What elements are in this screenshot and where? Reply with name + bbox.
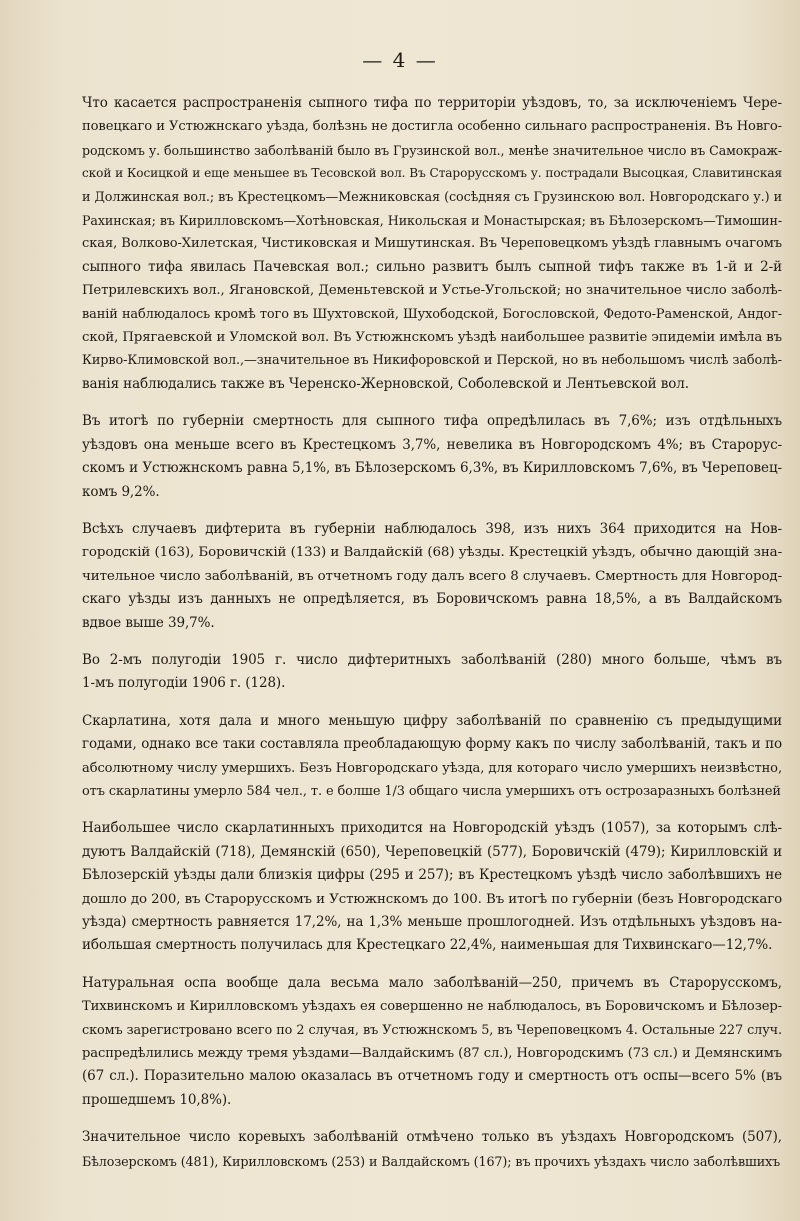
text-line: родскомъ у. большинство заболѣваній было въ Грузинской вол., менѣе значительное число въ Самокраж- [82,142,782,158]
text-line: Наибольшее число скарлатинныхъ приходится на Новгородскій уѣздъ (1057), за которымъ слѣ- [82,820,782,837]
text-line: (67 сл.). Поразительно малою оказалась въ отчетномъ году и смертность отъ оспы—всего 5% (въ [82,1068,782,1085]
text-line: Рахинская; въ Кирилловскомъ—Хотѣновская, Никольская и Монастырская; въ Бѣлозерскомъ—Тимошин- [82,213,782,229]
paragraph-diphtheria [82,518,782,635]
text-line: абсолютному числу умершихъ. Безъ Новгородскаго уѣзда, для котораго число умершихъ неизвѣстно, [82,760,782,776]
text-line: Натуральная оспа вообще дала весьма мало заболѣваній—250, причемъ въ Старорусскомъ, [82,974,782,991]
text-line: комъ 9,2%. [82,483,160,500]
text-line: вдвое выше 39,7%. [82,614,215,631]
text-line: ской, Прягаевской и Уломской вол. Въ Устюжнскомъ уѣздѣ наибольшее развитіе эпидеміи имѣла въ [82,330,782,346]
text-line: сыпного тифа явилась Пачевская вол.; сильно развитъ былъ сыпной тифъ также въ 1-й и 2-й [82,258,782,275]
text-line: скаго уѣзды изъ данныхъ не опредѣляется, въ Боровичскомъ равна 18,5%, а въ Валдайскомъ [82,591,782,608]
body-text [82,92,782,1187]
text-line: Во 2-мъ полугодіи 1905 г. число дифтеритныхъ заболѣваній (280) много больше, чѣмъ въ [82,651,782,668]
text-line: чительное число заболѣваній, въ отчетномъ году далъ всего 8 случаевъ. Смертность для Новгород- [82,568,782,584]
text-line: годами, однако все таки составляла преобладающую форму какъ по числу заболѣваній, такъ и по [82,736,782,753]
text-line: и Должинская вол.; въ Крестецкомъ—Межниковская (сосѣдняя съ Грузинскою вол. Новгородскаго у.) и [82,189,782,205]
text-line: Что касается распространенія сыпного тифа по территоріи уѣздовъ, то, за исключеніемъ Чере- [82,95,782,111]
text-line: Всѣхъ случаевъ дифтерита въ губерніи наблюдалось 398, изъ нихъ 364 приходится на Нов- [82,520,782,537]
text-line: ская, Волково-Хилетская, Чистиковская и Мишутинская. Въ Череповецкомъ уѣздѣ главнымъ очагомъ [82,236,782,252]
text-line: Петрилевскихъ вол., Ягановской, Деменьтевской и Устье-Угольской; но значительное число заболѣ- [82,283,782,299]
text-line: Скарлатина, хотя дала и много меньшую цифру заболѣваній по сравненію съ предыдущими [82,712,782,729]
text-line: отъ скарлатины умерло 584 чел., т. е болше 1/3 общаго числа умершихъ отъ острозаразныхъ болѣзней [82,783,781,799]
paragraph-measles [82,1126,782,1173]
paragraph-mortality [82,410,782,504]
text-line: дошло до 200, въ Старорусскомъ и Устюжнскомъ до 100. Въ итогѣ по губерніи (безъ Новгородскаго [82,891,782,907]
text-line: Значительное число коревыхъ заболѣваній отмѣчено только въ уѣздахъ Новгородскомъ (507), [82,1129,782,1146]
text-line: ваній наблюдалось кромѣ того въ Шухтовской, Шухободской, Богословской, Федото-Раменской, Андог- [82,306,782,322]
paragraph-diphtheria-halves [82,649,782,696]
text-line: уѣздовъ она меньше всего въ Крестецкомъ 3,7%, невелика въ Новгородскомъ 4%; въ Старорус- [82,436,782,453]
paragraph-smallpox [82,972,782,1112]
text-line: Кирво-Климовской вол.,—значительное въ Никифоровской и Перской, но въ небольшомъ числѣ заболѣ- [82,353,782,369]
text-line: ской и Косицкой и еще меньшее въ Тесовской вол. Въ Старорусскомъ у. пострадали Высоцкая, Славитинская [82,166,782,181]
page-number: — 4 — [362,48,438,72]
text-line: Бѣлозерскомъ (481), Кирилловскомъ (253) и Валдайскомъ (167); въ прочихъ уѣздахъ число заболѣвшихъ [82,1153,781,1169]
text-line: уѣзда) смертность равняется 17,2%, на 1,3% меньше прошлогодней. Изъ отдѣльныхъ уѣздовъ на- [82,914,782,930]
paragraph-typhus [82,92,782,396]
text-line: дуютъ Валдайскій (718), Демянскій (650), Череповецкій (577), Боровичскій (479); Кирилловскій и [82,843,782,860]
text-line: Тихвинскомъ и Кирилловскомъ уѣздахъ ея совершенно не наблюдалось, въ Боровичскомъ и Бѣлозер- [82,999,782,1015]
text-line: скомъ зарегистровано всего по 2 случая, въ Устюжнскомъ 5, въ Череповецкомъ 4. Остальные 227 случ. [82,1022,782,1038]
text-line: прошедшемъ 10,8%). [82,1091,232,1108]
text-line: распредѣлились между тремя уѣздами—Валдайскимъ (87 сл.), Новгородскимъ (73 сл.) и Демянскимъ [82,1046,782,1062]
paragraph-scarlatina [82,710,782,804]
text-line: 1-мъ полугодіи 1906 г. (128). [82,675,286,692]
text-line: ибольшая смертность получилась для Крестецкаго 22,4%, наименьшая для Тихвинскаго—12,7%. [82,937,773,954]
text-line: городскій (163), Боровичскій (133) и Валдайскій (68) уѣзды. Крестецкій уѣздъ, обычно дающій зна- [82,545,782,561]
text-line: повецкаго и Устюжнскаго уѣзда, болѣзнь не достигла особенно сильнаго распространенія. Въ Новго- [82,119,782,135]
text-line: скомъ и Устюжнскомъ равна 5,1%, въ Бѣлозерскомъ 6,3%, въ Кирилловскомъ 7,6%, въ Череповец- [82,460,782,477]
text-line: ванія наблюдались также въ Черенско-Жерновской, Соболевской и Лентьевской вол. [82,375,689,392]
paragraph-scarlatina-counties [82,817,782,957]
text-line: Бѣлозерскій уѣзды дали близкія цифры (295 и 257); въ Крестецкомъ уѣздѣ число заболѣвшихъ не [82,867,782,884]
text-line: Въ итогѣ по губерніи смертность для сыпного тифа опредѣлилась въ 7,6%; изъ отдѣльныхъ [82,413,782,430]
